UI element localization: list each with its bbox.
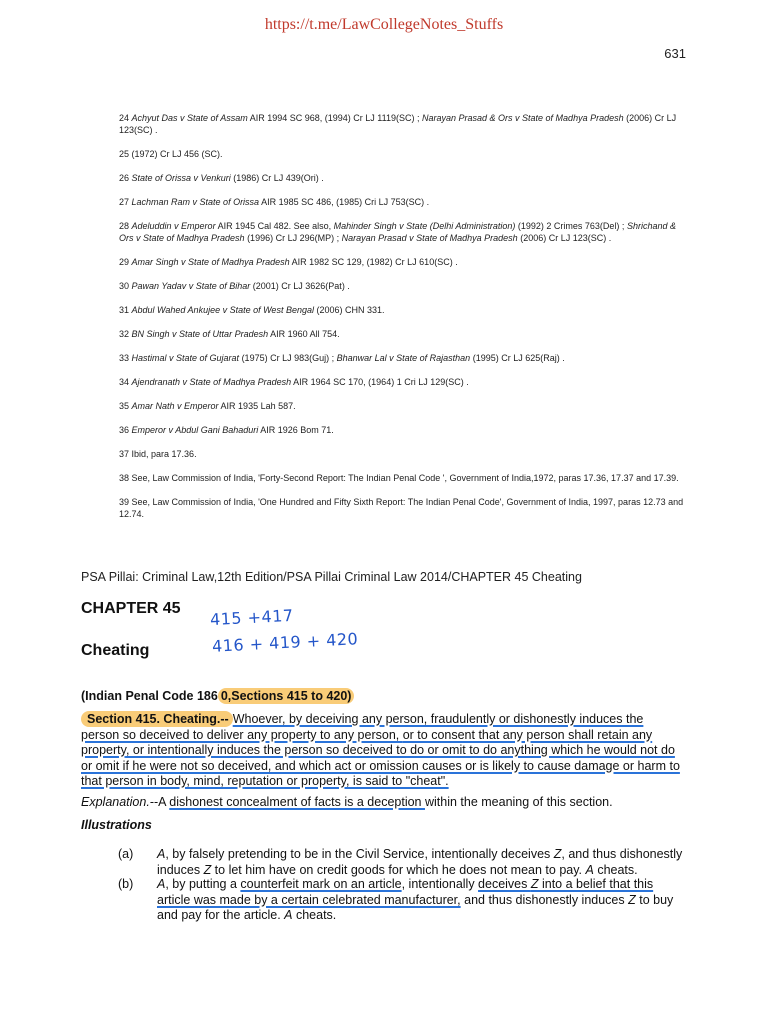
illustration-text: A — [157, 877, 166, 891]
illustrations-heading: Illustrations — [81, 818, 152, 832]
footnote-text: AIR 1960 All 754. — [268, 329, 340, 339]
explanation-rest: within the meaning of this section. — [424, 795, 613, 809]
footnote-text: AIR 1994 SC 968, (1994) Cr LJ 1119(SC) ; — [247, 113, 422, 123]
footnote-number: 38 — [119, 473, 132, 483]
footnote-number: 30 — [119, 281, 132, 291]
footnote — [119, 352, 689, 364]
section-415-clause: or to consent that any person shall retain any property — [81, 727, 653, 757]
illustration-text: , by putting a — [165, 877, 241, 891]
footnote — [119, 256, 689, 268]
footnote-text: AIR 1926 Bom 71. — [258, 425, 334, 435]
footnote — [119, 328, 689, 340]
footnote-text: Pawan Yadav v State of Bihar — [131, 281, 251, 291]
illustration-text: counterfeit mark on an article — [240, 877, 402, 891]
illustration-text: A — [585, 862, 594, 877]
footnote — [119, 400, 689, 412]
footnote-text: Adeluddin v Emperor — [131, 221, 216, 231]
footnote — [119, 280, 689, 292]
footnote-text: Narayan Prasad v State of Madhya Pradesh — [341, 233, 518, 243]
section-415-clause: , or intentionally induces the person so deceived to do or omit to do anything which he would not do or omit if he were not so deceived, and which act or omission causes or is likely to cause damage or harm to that person in body, mind, reputation or property, is said to "cheat". — [81, 743, 680, 788]
footnote-text: Hastimal v State of Gujarat — [131, 353, 240, 363]
footnote-text: Abdul Wahed Ankujee v State of West Bengal — [131, 305, 314, 315]
illustration-text: cheats. — [292, 908, 337, 922]
handwritten-note-1: 415 +417 — [209, 605, 295, 630]
footnote-text: (2006) CHN 331. — [313, 305, 385, 315]
illustration-text: Z — [530, 877, 539, 891]
section-415-heading: Section 415. Cheating.-- — [81, 711, 233, 727]
telegram-link[interactable]: https://t.me/LawCollegeNotes_Stuffs — [264, 16, 504, 33]
chapter-number: CHAPTER 45 — [81, 600, 181, 617]
footnote-number: 25 — [119, 149, 132, 159]
ipc-highlight: 0,Sections 415 to 420) — [218, 688, 355, 704]
footnote-number: 35 — [119, 401, 132, 411]
footnote-text: State of Orissa v Venkuri — [131, 173, 231, 183]
illustration-b-text — [157, 877, 685, 924]
ipc-prefix: (Indian Penal Code 186 — [81, 689, 218, 703]
footnote-text: Amar Nath v Emperor — [131, 401, 219, 411]
footnote — [119, 304, 689, 316]
footnote — [119, 448, 689, 460]
illustration-text: cheats. — [593, 862, 638, 877]
footnote — [119, 112, 689, 136]
handwritten-note-2: 416 + 419 + 420 — [211, 629, 359, 656]
footnote — [119, 376, 689, 388]
footnote-text: Mahinder Singh v State (Delhi Administration) — [333, 221, 516, 231]
footnote-text: Narayan Prasad & Ors v State of Madhya Pradesh — [422, 113, 624, 123]
footnote-text: (2006) Cr LJ 123(SC) . — [517, 233, 612, 243]
footnote-number: 34 — [119, 377, 132, 387]
footnote — [119, 472, 689, 484]
illustration-text: to buy and pay for the article. — [157, 892, 674, 922]
footnote-text: (2006) Cr LJ 123(SC) . — [119, 113, 677, 135]
illustration-a-text — [157, 847, 685, 878]
footnote-text: Bhanwar Lal v State of Rajasthan — [336, 353, 471, 363]
illustration-text: and thus dishonestly induces — [460, 892, 629, 907]
illustration-text: A — [157, 847, 166, 861]
illustration-text: , by falsely pretending to be in the Civil Service, intentionally deceives — [165, 847, 554, 861]
source-line: PSA Pillai: Criminal Law,12th Edition/PSA Pillai Criminal Law 2014/CHAPTER 45 Cheating — [81, 570, 582, 584]
footnote-text: (1972) Cr LJ 456 (SC). — [131, 149, 223, 159]
footnote-text: Ajendranath v State of Madhya Pradesh — [131, 377, 292, 387]
explanation-paragraph — [81, 795, 685, 811]
explanation-dashes: --A — [149, 795, 170, 809]
footnote — [119, 172, 689, 184]
page-number: 631 — [664, 46, 686, 61]
illustration-text: A — [284, 908, 293, 922]
footnote-text: Ibid, para 17.36. — [131, 449, 197, 459]
footnote-text: (1995) Cr LJ 625(Raj) . — [470, 353, 565, 363]
footnote-number: 37 — [119, 449, 132, 459]
illustration-text: Z — [553, 847, 562, 861]
footnote-text: (1992) 2 Crimes 763(Del) ; — [515, 221, 627, 231]
footnote — [119, 148, 689, 160]
illustration-text: to let him have on credit goods for which he does not mean to pay. — [211, 862, 586, 877]
illustration-text: , and thus dishonestly induces — [157, 847, 683, 877]
footnote-number: 27 — [119, 197, 132, 207]
footnote-text: (2001) Cr LJ 3626(Pat) . — [250, 281, 350, 291]
footnote-text: Shrichand & Ors v State of Madhya Pradesh — [119, 221, 676, 243]
illustration-text: into a belief that this article was made by a certain celebrated manufacturer, — [157, 877, 654, 907]
illustration-b — [118, 877, 685, 924]
footnote-number: 26 — [119, 173, 132, 183]
footnote — [119, 220, 689, 244]
explanation-underlined: dishonest concealment of facts is a deception — [169, 795, 425, 809]
illustration-b-label: (b) — [118, 877, 134, 891]
footnote-number: 32 — [119, 329, 132, 339]
illustration-text: deceives — [478, 877, 531, 891]
chapter-title: Cheating — [81, 642, 150, 659]
footnote-number: 36 — [119, 425, 132, 435]
footnote-text: Amar Singh v State of Madhya Pradesh — [131, 257, 290, 267]
footnote-text: (1986) Cr LJ 439(Ori) . — [230, 173, 324, 183]
illustration-text: , intentionally — [401, 877, 479, 891]
footnote-text: Emperor v Abdul Gani Bahaduri — [131, 425, 259, 435]
footnote-number: 33 — [119, 353, 132, 363]
footnote-text: Lachman Ram v State of Orissa — [131, 197, 260, 207]
footnotes-list — [119, 112, 689, 532]
footnote-number: 28 — [119, 221, 132, 231]
footnote-number: 39 — [119, 497, 132, 507]
footnote-number: 31 — [119, 305, 132, 315]
footnote — [119, 424, 689, 436]
footnote-text: AIR 1982 SC 129, (1982) Cr LJ 610(SC) . — [289, 257, 458, 267]
illustration-a-label: (a) — [118, 847, 134, 861]
footnote-text: AIR 1935 Lah 587. — [218, 401, 296, 411]
illustration-a — [118, 847, 685, 878]
footnote-text: (1996) Cr LJ 296(MP) ; — [244, 233, 342, 243]
footnote-text: AIR 1945 Cal 482. See also, — [215, 221, 334, 231]
footnote — [119, 196, 689, 208]
footnote-number: 24 — [119, 113, 132, 123]
ipc-reference — [81, 689, 354, 703]
section-415-clause: Whoever, by deceiving any person, fraudulently or dishonestly induces the person so deceived to deliver any property to any person, — [81, 712, 644, 742]
footnote-text: AIR 1964 SC 170, (1964) 1 Cri LJ 129(SC) . — [291, 377, 469, 387]
footnote-text: (1975) Cr LJ 983(Guj) ; — [239, 353, 337, 363]
footnote-text: See, Law Commission of India, 'Forty-Second Report: The Indian Penal Code ', Government of India,1972, paras 17.36, 17.37 and 17.39. — [131, 473, 679, 483]
section-415-text — [81, 712, 685, 790]
footnote-text: Achyut Das v State of Assam — [131, 113, 248, 123]
explanation-label: Explanation. — [81, 795, 150, 809]
footnote-text: See, Law Commission of India, 'One Hundred and Fifty Sixth Report: The Indian Penal Code', Government of India, 1997, paras 12.73 and 12.74. — [119, 497, 684, 519]
illustration-text: Z — [203, 862, 212, 877]
footnote-number: 29 — [119, 257, 132, 267]
illustration-text: Z — [628, 892, 636, 907]
footnote-text: BN Singh v State of Uttar Pradesh — [131, 329, 269, 339]
footnote-text: AIR 1985 SC 486, (1985) Cri LJ 753(SC) . — [259, 197, 430, 207]
footnote — [119, 496, 689, 520]
